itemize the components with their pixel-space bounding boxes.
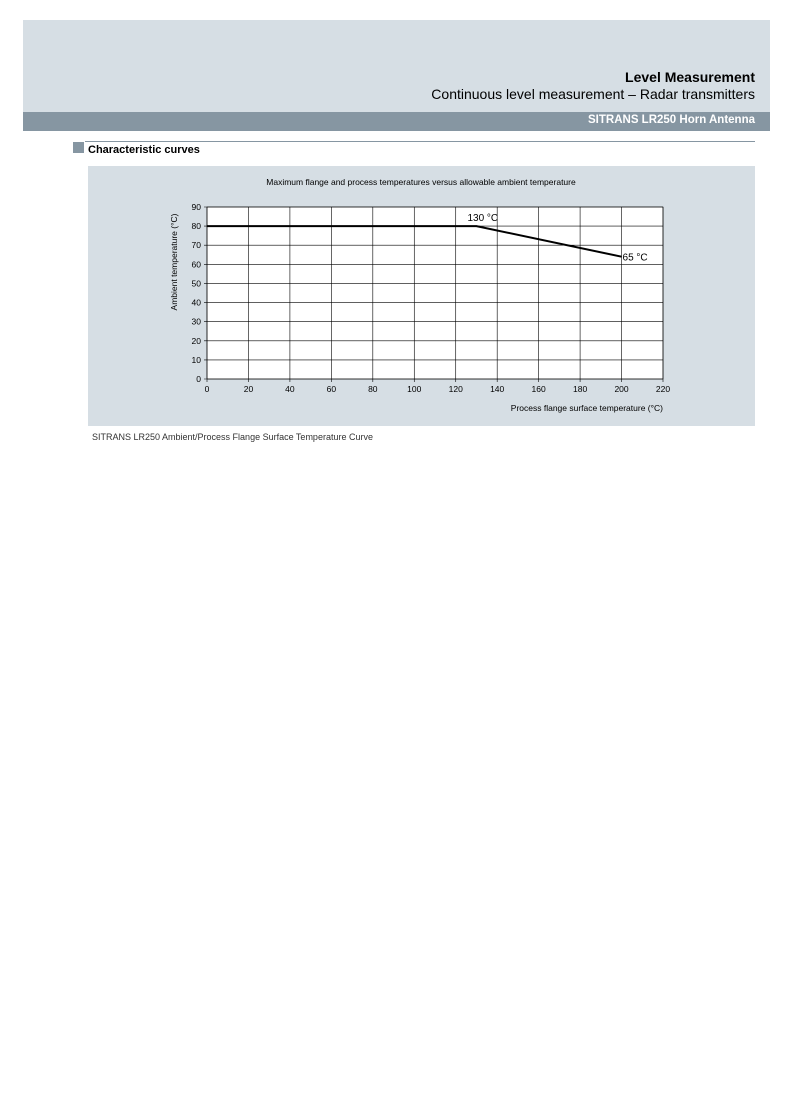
- section-divider: [85, 141, 755, 142]
- x-axis-label: Process flange surface temperature (°C): [510, 403, 663, 413]
- x-tick-label: 80: [368, 384, 378, 394]
- figure-caption: SITRANS LR250 Ambient/Process Flange Surface Temperature Curve: [92, 432, 373, 442]
- x-tick-label: 120: [448, 384, 463, 394]
- x-tick-label: 180: [572, 384, 588, 394]
- page-title: Level Measurement: [625, 69, 755, 85]
- y-tick-label: 0: [196, 374, 201, 384]
- annotation-label: 65 °C: [622, 252, 648, 264]
- y-tick-label: 10: [191, 354, 201, 365]
- section-title: Characteristic curves: [88, 144, 200, 156]
- product-label: SITRANS LR250 Horn Antenna: [588, 114, 755, 126]
- x-tick-label: 40: [285, 384, 295, 394]
- y-tick-label: 50: [191, 278, 201, 289]
- product-bar: [23, 112, 770, 131]
- x-tick-label: 100: [407, 384, 422, 394]
- y-tick-label: 90: [191, 202, 201, 212]
- y-tick-label: 70: [191, 240, 201, 251]
- y-tick-label: 20: [191, 335, 201, 346]
- x-tick-label: 160: [531, 384, 546, 394]
- section-marker: [73, 142, 84, 153]
- plot-area: [207, 207, 663, 379]
- chart: [88, 166, 755, 426]
- y-axis-label: Ambient temperature (°C): [169, 213, 179, 311]
- page-subtitle: Continuous level measurement – Radar transmitters: [431, 86, 755, 102]
- y-tick-label: 60: [191, 259, 201, 270]
- y-tick-label: 40: [191, 297, 201, 308]
- x-tick-label: 0: [204, 384, 210, 394]
- y-tick-label: 80: [191, 221, 201, 232]
- x-tick-label: 200: [614, 384, 629, 394]
- y-tick-label: 30: [191, 316, 201, 327]
- x-tick-label: 140: [490, 384, 505, 394]
- x-tick-label: 220: [655, 384, 671, 394]
- chart-title: Maximum flange and process temperatures versus allowable ambient temperature: [266, 177, 576, 187]
- x-tick-label: 20: [243, 384, 254, 394]
- x-tick-label: 60: [326, 384, 337, 394]
- chart-panel: [88, 166, 755, 426]
- annotation-label: 130 °C: [467, 213, 499, 225]
